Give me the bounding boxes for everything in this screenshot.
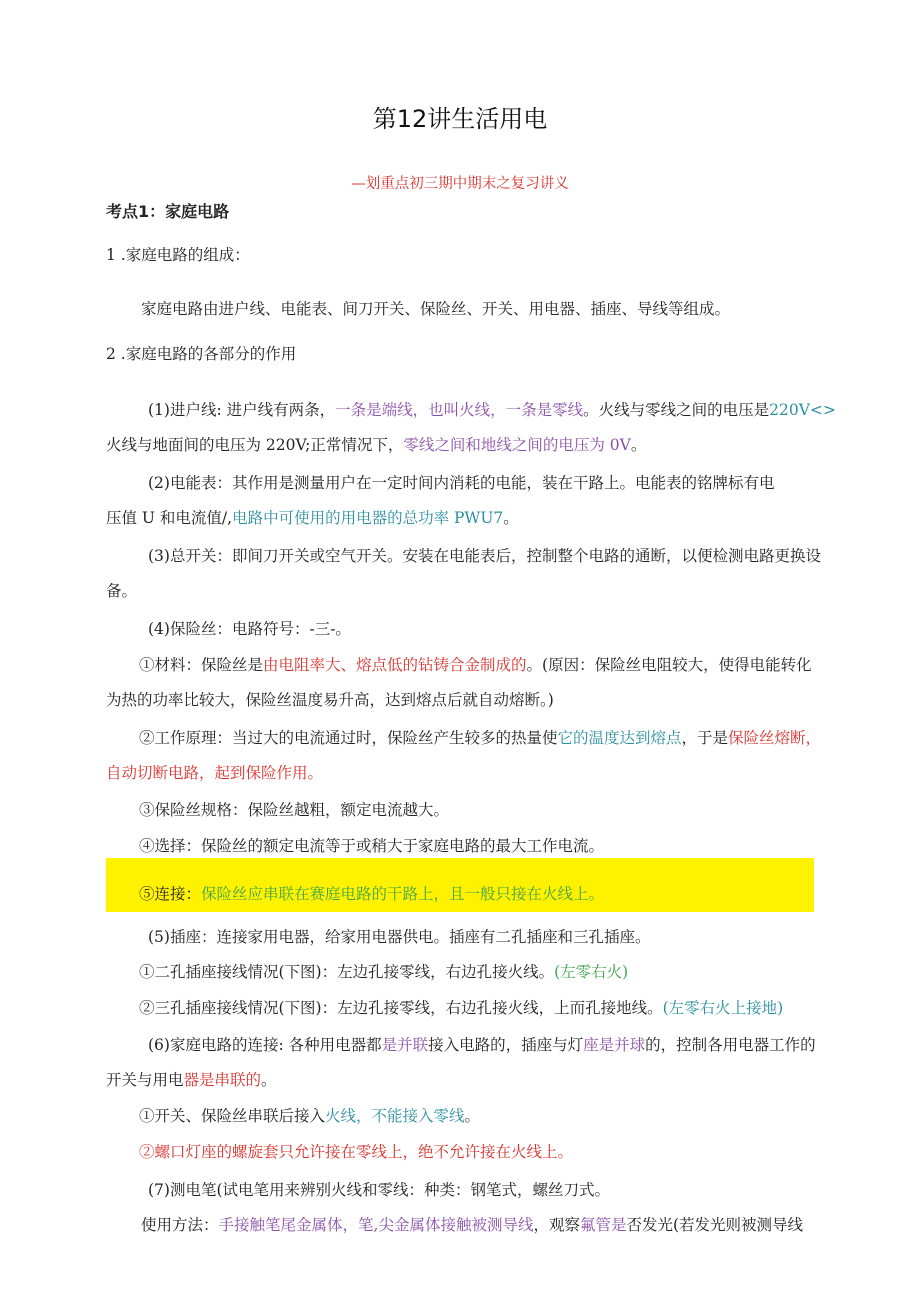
socket-two-hole (139, 961, 628, 983)
text-run: ，于是 (681, 729, 729, 747)
text-run: 。火线与零线之间的电压是 (583, 401, 770, 419)
text-run: ①开关、保险丝串联后接入 (139, 1107, 326, 1125)
fuse-principle (139, 727, 821, 749)
text-run: ②工作原理：当过大的电流通过时，保险丝产生较多的热量使 (139, 729, 558, 747)
fuse-principle-cont: 自动切断电路，起到保险作用。 (106, 764, 324, 782)
text-run: 。 (630, 436, 647, 454)
paragraph-fuse: (4)保险丝：电路符号：-三-。 (148, 620, 351, 638)
text-run-emphasis: 电路中可使用的用电器的总功率 PWU7 (232, 509, 504, 527)
text-run: 的，控制各用电器工作的 (645, 1036, 816, 1054)
text-run: 压值 U 和电流值/, (106, 509, 233, 527)
paragraph-socket: (5)插座：连接家用电器，给家用电器供电。插座有二孔插座和三孔插座。 (148, 928, 651, 946)
page-title: 第12讲生活用电 (372, 105, 548, 133)
text-run-emphasis: 零线之间和地线之间的电压为 0V (403, 436, 631, 454)
text-run: 。 (261, 1071, 277, 1089)
section-heading: 考点1：家庭电路 (106, 202, 230, 221)
text-run-emphasis: 一条是端线，也叫火线，一条是零线 (335, 401, 584, 419)
text-run-emphasis: 氟管是 (579, 1216, 627, 1234)
text-run-emphasis: 火线，不能接入零线 (325, 1107, 465, 1125)
text-run: 。 (503, 509, 519, 527)
text-run: 。(原因：保险丝电阻较大，使得电能转化 (526, 656, 812, 674)
text-run: (1)进户线: 进户线有两条， (148, 401, 336, 419)
text-run: 接入电路的，插座与灯 (428, 1036, 584, 1054)
text-run-emphasis: 保险丝应串联在赛庭电路的干路上，且一般只接在火线上。 (201, 885, 605, 903)
text-run-emphasis: 座是并球 (583, 1036, 646, 1054)
text-run: 否发光(若发光则被测导线 (626, 1216, 804, 1234)
paragraph-incoming-line-cont (106, 434, 646, 456)
text-run: ，观察 (533, 1216, 580, 1234)
paragraph-test-pen: (7)测电笔(试电笔用来辨别火线和零线：种类：钢笔式，螺丝刀式。 (148, 1181, 611, 1199)
text-run-emphasis: 是并联 (381, 1036, 429, 1054)
item-2-heading: 2 .家庭电路的各部分的作用 (106, 345, 297, 363)
test-pen-usage (141, 1214, 803, 1236)
fuse-spec: ③保险丝规格：保险丝越粗，额定电流越大。 (139, 801, 450, 819)
text-run: ①材料：保险丝是 (139, 656, 264, 674)
paragraph-connection-cont (106, 1069, 277, 1091)
item-1-body: 家庭电路由进户线、电能表、间刀开关、保险丝、开关、用电器、插座、导线等组成。 (141, 300, 731, 318)
page-subtitle: —划重点初三期中期末之复习讲义 (351, 176, 569, 192)
fuse-connection (139, 883, 604, 905)
connection-rule-1 (139, 1105, 480, 1127)
item-1-heading: 1 .家庭电路的组成： (106, 246, 250, 264)
paragraph-incoming-line (148, 399, 836, 421)
connection-rule-2: ②螺口灯座的螺旋套只允许接在零线上，绝不允许接在火线上。 (139, 1143, 574, 1161)
text-run: (6)家庭电路的连接: 各种用电器都 (148, 1036, 382, 1054)
text-run: 使用方法： (141, 1216, 219, 1234)
text-run: ②三孔插座接线情况(下图)：左边孔接零线，右边孔接火线，上而孔接地线。 (139, 999, 663, 1017)
text-run-emphasis: 由电阻率大、熔点低的钻铸合金制成的 (263, 656, 527, 674)
paragraph-main-switch-cont: 备。 (106, 582, 138, 600)
text-run: 。 (464, 1107, 481, 1125)
text-run: ⑤连接： (139, 885, 202, 903)
socket-three-hole (139, 997, 783, 1019)
paragraph-meter-cont (106, 507, 519, 529)
text-run: 火线与地面间的电压为 220V;正常情况下， (106, 436, 404, 454)
fuse-material-cont: 为热的功率比较大，保险丝温度易升高，达到熔点后就自动熔断。) (106, 691, 554, 709)
fuse-selection: ④选择：保险丝的额定电流等于或稍大于家庭电路的最大工作电流。 (139, 837, 605, 855)
text-run-emphasis: (左零右火) (554, 963, 629, 981)
text-run-emphasis: 它的温度达到熔点 (557, 729, 682, 747)
text-run: 开关与用电 (106, 1071, 184, 1089)
fuse-material (139, 654, 812, 676)
text-run-emphasis: (左零右火上接地) (662, 999, 784, 1017)
text-run-emphasis: 手接触笔尾金属体，笔,尖金属体接触被测导线 (218, 1216, 534, 1234)
paragraph-meter: (2)电能表：其作用是测量用户在一定时间内消耗的电能，装在干路上。电能表的铭牌标有电 (148, 474, 775, 492)
text-run-emphasis: 器是串联的 (183, 1071, 262, 1089)
text-run: ①二孔插座接线情况(下图)：左边孔接零线，右边孔接火线。 (139, 963, 555, 981)
paragraph-connection (148, 1034, 816, 1056)
text-run-emphasis: 保险丝熔断， (728, 729, 822, 747)
paragraph-main-switch: (3)总开关：即间刀开关或空气开关。安装在电能表后，控制整个电路的通断，以便检测电路更换设 (148, 547, 821, 565)
text-run-emphasis: 220V<> (769, 401, 836, 419)
